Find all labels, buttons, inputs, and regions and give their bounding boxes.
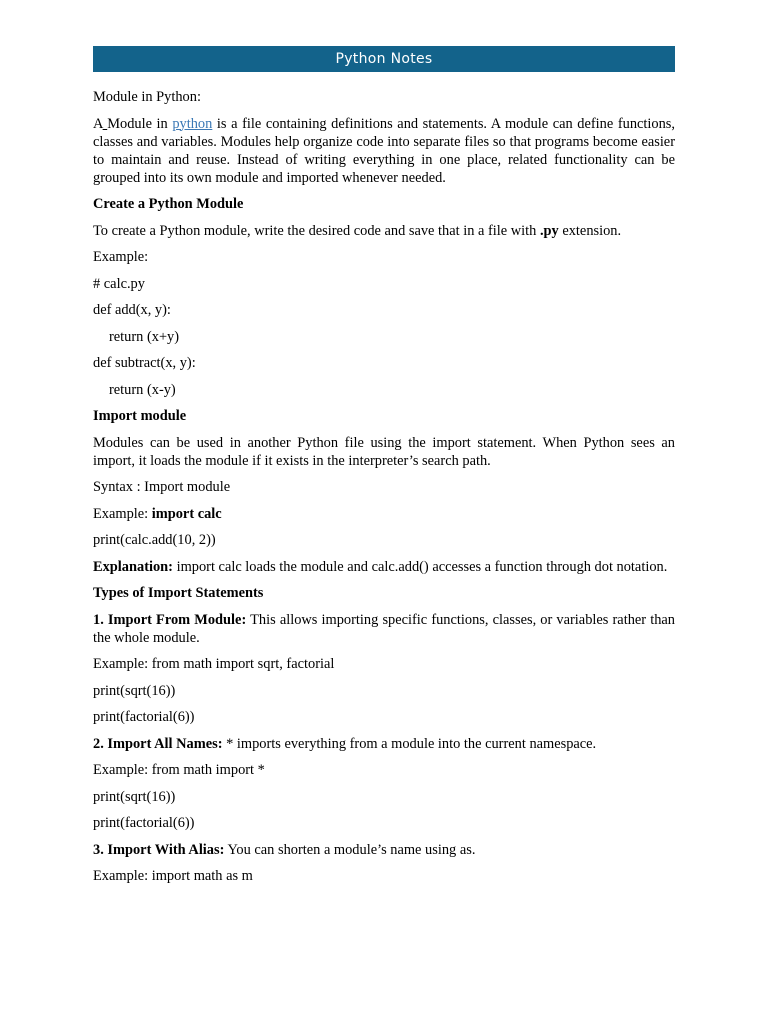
code-line: def subtract(x, y):: [93, 355, 196, 371]
section-heading-import: Import module: [93, 408, 187, 424]
document-body: [93, 88, 675, 894]
example-code: import calc: [151, 505, 222, 522]
section-heading-module: Module in Python:: [93, 89, 201, 105]
syntax-line: Syntax : Import module: [93, 479, 231, 495]
code-line: # calc.py: [93, 275, 145, 292]
explanation-paragraph: [93, 558, 675, 576]
type-2-print-1: print(sqrt(16)): [93, 788, 176, 805]
type-3-label: 3. Import With Alias:: [93, 841, 225, 858]
type-3-text: You can shorten a module’s name using as.: [224, 841, 476, 858]
intro-text-a: A: [93, 115, 103, 132]
type-1-paragraph: [93, 611, 675, 647]
create-text-b: extension.: [558, 222, 622, 239]
type-2-label: 2. Import All Names:: [93, 735, 223, 752]
type-2-example: Example: from math import *: [93, 762, 265, 778]
section-heading-types: Types of Import Statements: [93, 585, 264, 601]
page-title-banner: [93, 46, 675, 72]
type-1-example: Example: from math import sqrt, factorial: [93, 656, 335, 672]
explanation-label: Explanation:: [93, 558, 173, 575]
section-heading-create: Create a Python Module: [93, 196, 244, 212]
intro-paragraph: [93, 115, 675, 187]
type-2-print-2: print(factorial(6)): [93, 815, 195, 831]
intro-text-c: is a file containing definitions and statements. A module can define functions, classes and variables. Modules help organize code into separate files so that programs become easier to maintain and reuse. Instead of writing everything in one place, related functionality can be grouped into its own module and imported whenever needed.: [93, 115, 675, 186]
type-2-paragraph: [93, 735, 675, 753]
import-example: [93, 505, 675, 523]
example-label: Example:: [93, 505, 152, 522]
code-line: def add(x, y):: [93, 302, 171, 318]
code-line: return (x+y): [109, 328, 180, 345]
create-example-label: Example:: [93, 249, 149, 265]
intro-text-b: Module in: [107, 115, 173, 132]
type-1-print-2: print(factorial(6)): [93, 709, 195, 725]
type-3-paragraph: [93, 841, 675, 859]
import-paragraph: Modules can be used in another Python file using the import statement. When Python sees an import, it loads the module if it exists in the interpreter’s search path.: [93, 434, 675, 469]
type-1-label: 1. Import From Module:: [93, 611, 247, 628]
create-text-a: To create a Python module, write the desired code and save that in a file with: [93, 222, 540, 239]
page-title: Python Notes: [335, 51, 433, 67]
import-print-line: print(calc.add(10, 2)): [93, 532, 216, 548]
explanation-text: import calc loads the module and calc.add() accesses a function through dot notation.: [172, 558, 668, 575]
type-1-text: This allows importing specific functions, classes, or variables rather than the whole module.: [93, 611, 675, 646]
python-link[interactable]: python: [172, 115, 213, 132]
type-2-text: * imports everything from a module into the current namespace.: [222, 735, 597, 752]
type-1-print-1: print(sqrt(16)): [93, 682, 176, 699]
create-paragraph: [93, 222, 675, 240]
code-line: return (x-y): [109, 381, 176, 398]
type-3-example: Example: import math as m: [93, 868, 253, 884]
py-extension: .py: [539, 222, 559, 239]
